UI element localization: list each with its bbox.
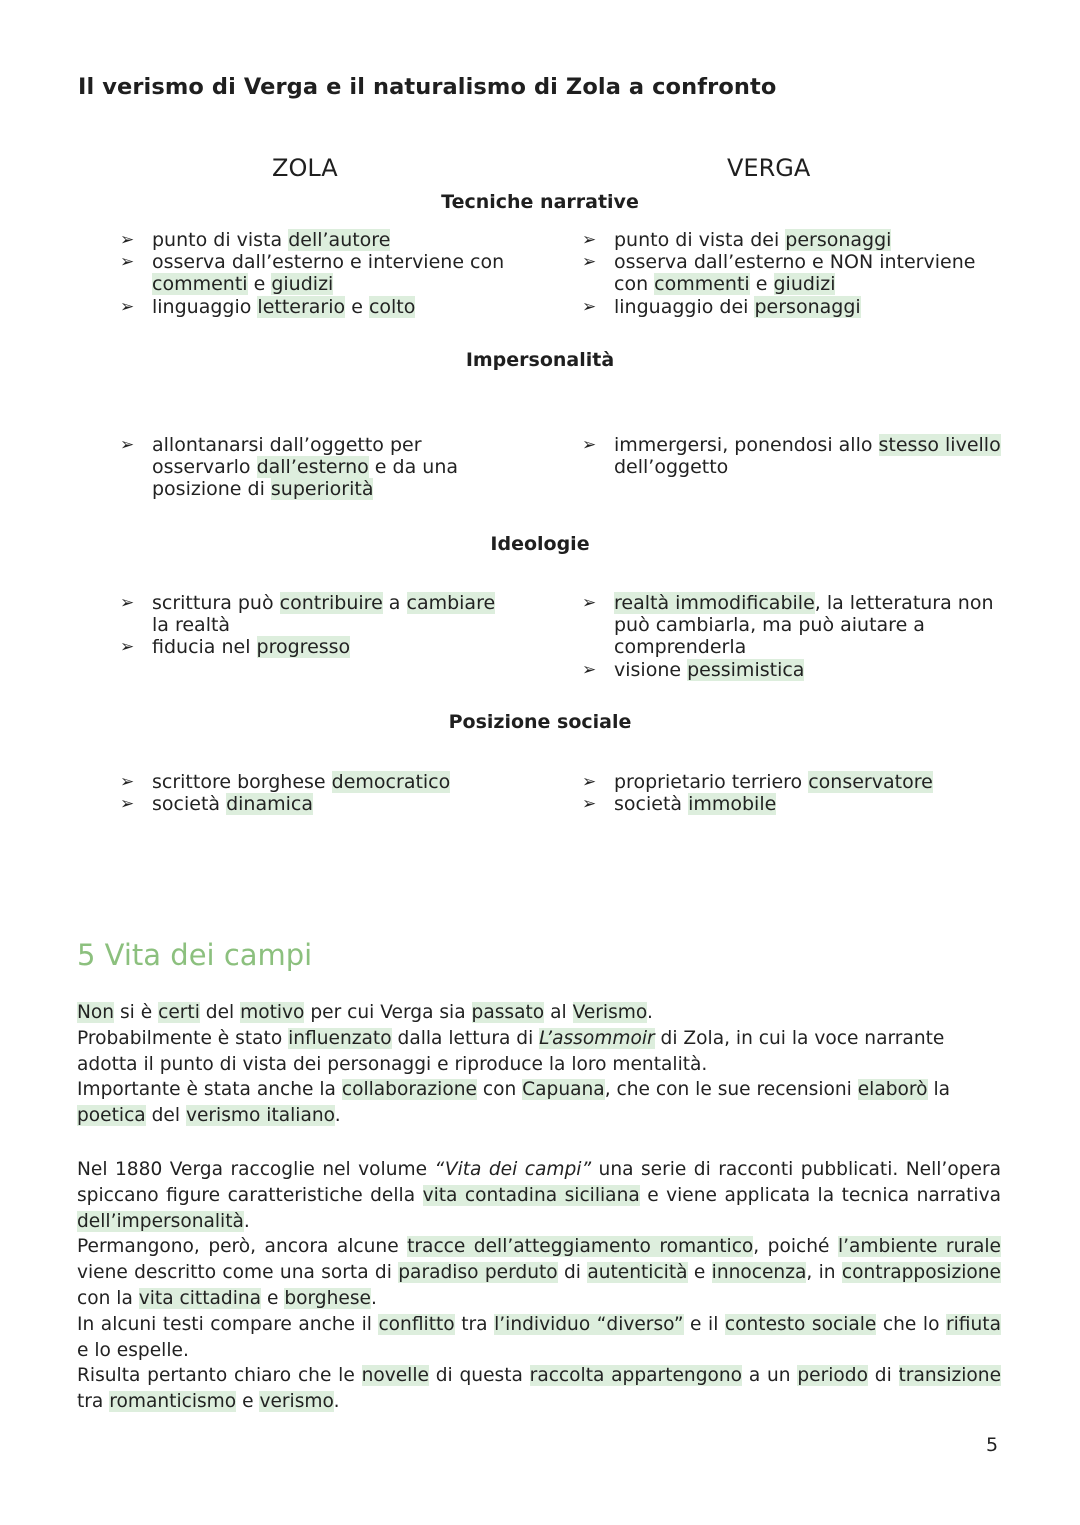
list-item: ➢ linguaggio dei personaggi: [582, 295, 861, 318]
list-item: ➢ proprietario terriero conservatore: [582, 771, 933, 793]
list-item: ➢ società dinamica: [120, 793, 313, 816]
section-heading-posizione: Posizione sociale: [448, 711, 632, 733]
list-item: ➢ osserva dall’esterno e interviene con commenti e giudizi: [120, 251, 505, 296]
column-heading-verga: VERGA: [727, 154, 811, 182]
verga-impersonalita-list: [582, 434, 1002, 478]
verga-posizione-list: [582, 771, 1002, 815]
section-heading-impersonalita: Impersonalità: [465, 349, 615, 371]
list-item: ➢ scrittura può contribuire a cambiare la realtà: [120, 592, 496, 637]
chapter-title: 5 Vita dei campi: [77, 938, 313, 972]
section-heading-tecniche: Tecniche narrative: [441, 191, 639, 213]
list-item: ➢ punto di vista dell’autore: [120, 229, 391, 251]
verga-tecniche-list: [582, 229, 1002, 318]
arrow-bullet-icon: ➢: [582, 296, 597, 317]
list-item: ➢ allontanarsi dall’oggetto per osservarlo dall’esterno e da una posizione di superiorità: [120, 434, 459, 501]
arrow-bullet-icon: ➢: [120, 435, 135, 455]
zola-impersonalita-list: [120, 434, 510, 501]
arrow-bullet-icon: ➢: [120, 593, 135, 613]
arrow-bullet-icon: ➢: [582, 230, 597, 250]
arrow-bullet-icon: ➢: [120, 772, 135, 792]
paragraph-vita-dei-campi: Nel 1880 Verga raccoglie nel volume “Vita dei campi” una serie di racconti pubblicati. Nell’opera spiccano figure caratteristiche della vita contadina siciliana e viene applicata la tecnica narrativa dell’impersonalità. Permangono, però, ancora alcune tracce dell’atteggiamento romantico, poiché l’ambiente rurale viene descritto come una sorta di paradiso perduto di autenticità e innocenza, in contrapposizione con la vita cittadina e borghese. In alcuni testi compare anche il conflitto tra l’individuo “diverso” e il contesto sociale che lo rifiuta e lo espelle. Risulta pertanto chiaro che le novelle di questa raccolta appartengono a un periodo di transizione tra romanticismo e verismo.: [77, 1159, 1002, 1413]
arrow-bullet-icon: ➢: [120, 230, 135, 250]
list-item: ➢ linguaggio letterario e colto: [120, 295, 416, 318]
arrow-bullet-icon: ➢: [120, 794, 135, 815]
list-item: ➢ scrittore borghese democratico: [120, 771, 451, 793]
arrow-bullet-icon: ➢: [582, 435, 597, 455]
zola-tecniche-list: [120, 229, 510, 318]
zola-ideologie-list: [120, 592, 510, 659]
list-item: ➢ visione pessimistica: [582, 658, 805, 681]
paragraph-origins: Non si è certi del motivo per cui Verga sia passato al Verismo. Probabilmente è stato influenzato dalla lettura di L’assommoir di Zola, in cui la voce narrante adotta il punto di vista dei personaggi e riproduce la loro mentalità. Importante è stata anche la collaborazione con Capuana, che con le sue recensioni elaborò la poetica del verismo italiano.: [77, 1002, 951, 1127]
list-item: ➢ realtà immodificabile, la letteratura non può cambiarla, ma può aiutare a comprenderla: [582, 592, 994, 659]
arrow-bullet-icon: ➢: [582, 794, 597, 815]
list-item: ➢ osserva dall’esterno e NON interviene con commenti e giudizi: [582, 251, 976, 296]
page-number: 5: [986, 1434, 999, 1456]
arrow-bullet-icon: ➢: [120, 637, 135, 658]
zola-posizione-list: [120, 771, 510, 815]
arrow-bullet-icon: ➢: [120, 296, 135, 317]
column-heading-zola: ZOLA: [272, 154, 338, 182]
list-item: ➢ immergersi, ponendosi allo stesso livello dell’oggetto: [582, 434, 1001, 479]
list-item: ➢ punto di vista dei personaggi: [582, 229, 892, 251]
list-item: ➢ fiducia nel progresso: [120, 636, 351, 659]
page-title: Il verismo di Verga e il naturalismo di Zola a confronto: [78, 74, 777, 100]
arrow-bullet-icon: ➢: [120, 252, 135, 273]
arrow-bullet-icon: ➢: [582, 252, 597, 273]
arrow-bullet-icon: ➢: [582, 593, 597, 613]
verga-ideologie-list: [582, 592, 1002, 681]
list-item: ➢ società immobile: [582, 793, 777, 816]
arrow-bullet-icon: ➢: [582, 659, 597, 680]
section-heading-ideologie: Ideologie: [490, 533, 590, 555]
arrow-bullet-icon: ➢: [582, 772, 597, 792]
